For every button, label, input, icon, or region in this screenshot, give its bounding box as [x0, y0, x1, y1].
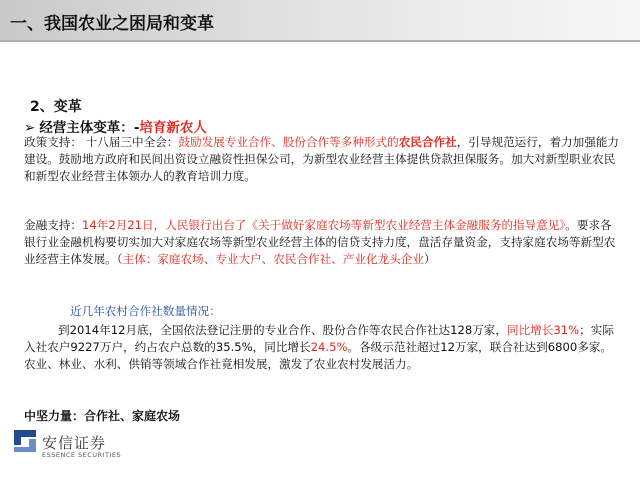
policy-red-text: 鼓励发展专业合作、股份合作等多种形式的: [178, 135, 399, 149]
company-logo-icon: [12, 428, 38, 454]
section-title: 2、变革: [30, 99, 82, 115]
policy-prefix: 政策支持： 十八届三中全会：: [24, 135, 179, 149]
policy-rest: ，引导规范运行，着力加强能力建设。鼓励地方政府和民间出资设立融资性担保公司，为新型农业经营主体提供贷款担保服务。加大对新型职业农民和新型农业经营主体领办人的教育培训力度。: [24, 135, 620, 183]
stats-paragraph: [24, 322, 619, 373]
stats-text-2: ；实际入社农户9227万户，约占农户总数的35.5%，同比增长: [24, 323, 614, 354]
finance-subjects: 主体：家庭农场、专业大户、农民合作社、产业化龙头企业: [122, 252, 424, 266]
stats-title: 近几年农村合作社数量情况：: [70, 304, 221, 318]
slide-title: 一、我国农业之困局和变革: [10, 14, 214, 34]
core-forces: 中坚力量：合作社、家庭农场: [24, 409, 181, 423]
finance-red-text: 14年2月21日，人民银行出台了《关于做好家庭农场等新型农业经营主体金融服务的指导意见》: [81, 218, 566, 232]
arrow-bullet-icon: ➢: [24, 120, 36, 136]
header-bar: [0, 0, 640, 40]
stats-growth-1: 同比增长31%: [506, 323, 580, 337]
logo-name-en: ESSENCE SECURITIES: [42, 451, 122, 459]
stats-growth-2: 24.5%: [310, 340, 348, 354]
finance-mid: 。要求各银行业金融机构要切实加大对家庭农场等新型农业经营主体的信贷支持力度，盘活存量资金，支持家庭农场等新型农业经营主体发展。（: [24, 218, 616, 266]
policy-paragraph: [24, 134, 619, 185]
finance-prefix: 金融支持：: [24, 218, 82, 232]
logo-name-cn: 安信证券: [42, 434, 107, 452]
stats-text-1: 到2014年12月底，全国依法登记注册的专业合作、股份合作等农民合作社达128万家，: [58, 323, 507, 337]
bullet-highlight: 培育新农人: [139, 120, 207, 136]
bullet-label: 经营主体变革：: [39, 120, 134, 136]
bullet-sep: -: [133, 120, 140, 136]
header-divider: [0, 40, 640, 42]
policy-red-bold: 农民合作社: [398, 135, 457, 149]
stats-text-3: 。各级示范社超过12万家，联合社达到6800多家。农业、林业、水利、供销等领域合作社竟相发展，激发了农业农村发展活力。: [24, 340, 613, 371]
finance-paragraph: [24, 217, 619, 268]
bullet-heading: [24, 116, 207, 136]
finance-suffix: ）: [424, 252, 436, 266]
